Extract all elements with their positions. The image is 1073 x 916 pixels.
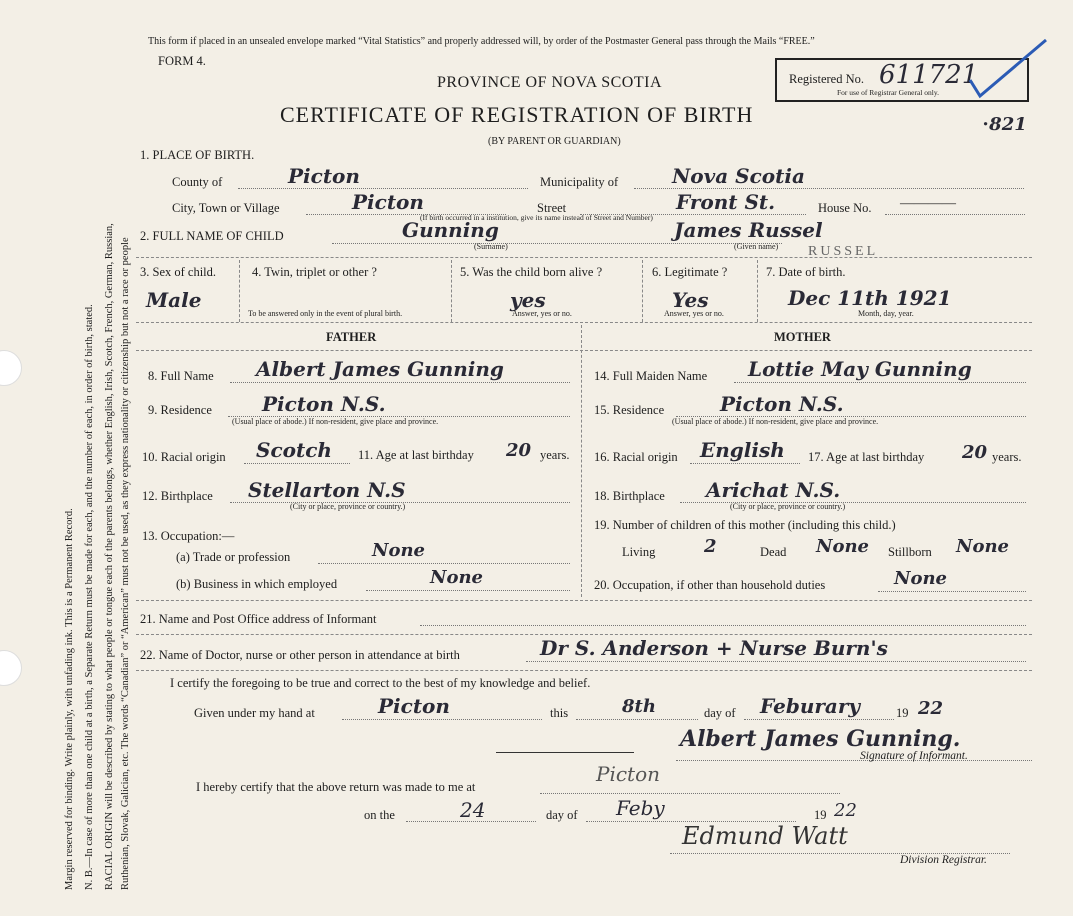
father-name-label: 8. Full Name (148, 369, 214, 383)
mother-racial-origin-label: 16. Racial origin (594, 450, 678, 464)
stillborn-label: Stillborn (888, 545, 932, 559)
registrar-use-note: For use of Registrar General only. (837, 88, 939, 97)
stillborn-value: None (956, 536, 1009, 557)
twin-note: To be answered only in the event of plural birth. (248, 309, 403, 318)
father-years-label: years. (540, 448, 570, 462)
father-occupation-label: 13. Occupation:— (142, 529, 235, 543)
registered-label: Registered No. (789, 72, 864, 86)
mother-age-label: 17. Age at last birthday (808, 450, 925, 464)
page-title: CERTIFICATE OF REGISTRATION OF BIRTH (280, 102, 754, 127)
mother-name: Lottie May Gunning (748, 357, 972, 381)
county-value: Picton (288, 164, 360, 188)
father-racial-origin: Scotch (256, 438, 332, 462)
informant-label: 21. Name and Post Office address of Informant (140, 612, 377, 626)
informant-signature-label: Signature of Informant. (860, 750, 968, 762)
registrar-day: 24 (460, 798, 486, 822)
informant-signature: Albert James Gunning. (680, 726, 961, 752)
street-note: (If birth occurred in a institution, give its name instead of Street and Number) (420, 213, 653, 222)
mother-years-label: years. (992, 450, 1022, 464)
doctor-value: Dr S. Anderson + Nurse Burn's (540, 636, 888, 660)
father-residence: Picton N.S. (262, 392, 386, 416)
born-alive-label: 5. Was the child born alive ? (460, 265, 603, 279)
registrar-on-label: on the (364, 808, 395, 822)
given-day: 8th (622, 696, 656, 717)
registrar-year: 22 (834, 800, 857, 821)
sex-label: 3. Sex of child. (140, 265, 217, 279)
child-given-name: James Russel (674, 218, 823, 242)
trade-label: (a) Trade or profession (176, 550, 291, 564)
mother-heading: MOTHER (774, 330, 831, 344)
mother-age: 20 (962, 442, 988, 463)
mother-residence-note: (Usual place of abode.) If non-resident, give place and province. (672, 417, 879, 426)
margin-note-racial-origin-cont: Ruthenian, Slovak, Galician, etc. The words “Canadian” or “American” must not be used, as they express nationality or citizenship but not a race or people (120, 237, 131, 890)
born-alive-value: yes (510, 288, 546, 312)
county-label: County of (172, 175, 223, 189)
father-trade: None (372, 540, 425, 561)
mother-occupation: None (894, 568, 947, 589)
city-label: City, Town or Village (172, 201, 280, 215)
father-birthplace: Stellarton N.S (248, 478, 406, 502)
father-name: Albert James Gunning (256, 357, 504, 381)
father-birthplace-label: 12. Birthplace (142, 489, 213, 503)
given-place: Picton (378, 694, 450, 718)
business-label: (b) Business in which employed (176, 577, 338, 591)
margin-note-multiple-birth: N. B.—In case of more than one child at a birth, a Separate Return must be made for each, and the number of each, in order of birth, stated. (84, 304, 95, 890)
registrar-certify: I hereby certify that the above return was made to me at (196, 780, 476, 794)
day-of-label: day of (704, 706, 736, 720)
registered-number: 611721 (879, 60, 979, 90)
given-year-prefix: 19 (896, 706, 909, 720)
father-heading: FATHER (326, 330, 377, 344)
city-value: Picton (352, 190, 424, 214)
birth-date-value: Dec 11th 1921 (788, 286, 952, 310)
registrar-month: Feby (616, 796, 665, 820)
mother-name-label: 14. Full Maiden Name (594, 369, 708, 383)
mother-racial-origin: English (700, 438, 785, 462)
house-label: House No. (818, 201, 872, 215)
mother-residence-label: 15. Residence (594, 403, 665, 417)
child-name-label: 2. FULL NAME OF CHILD (140, 229, 284, 243)
father-racial-origin-label: 10. Racial origin (142, 450, 226, 464)
province-heading: PROVINCE OF NOVA SCOTIA (437, 74, 663, 91)
father-age-label: 11. Age at last birthday (358, 448, 474, 462)
given-month: Feburary (760, 694, 861, 718)
dead-label: Dead (760, 545, 787, 559)
father-birthplace-note: (City or place, province or country.) (290, 502, 406, 511)
street-label: Street (537, 201, 567, 215)
given-name-note: (Given name) (734, 242, 779, 251)
margin-note-binding: Margin reserved for binding. Write plainly, with unfading ink. This is a Permanent Record. (64, 508, 75, 890)
check-mark-icon (960, 34, 1060, 104)
form-number: FORM 4. (158, 54, 206, 68)
correction-stamp: RUSSEL (808, 244, 879, 259)
certify-statement: I certify the foregoing to be true and correct to the best of my knowledge and belief. (170, 676, 591, 690)
place-of-birth-label: 1. PLACE OF BIRTH. (140, 148, 255, 162)
mail-notice: This form if placed in an unsealed envelope marked “Vital Statistics” and properly addressed will, by order of the Postmaster General pass through the Mails “FREE.” (148, 36, 815, 47)
father-residence-note: (Usual place of abode.) If non-resident, give place and province. (232, 417, 439, 426)
doctor-label: 22. Name of Doctor, nurse or other person in attendance at birth (140, 648, 460, 662)
birth-date-note: Month, day, year. (858, 309, 914, 318)
mother-birthplace: Arichat N.S. (706, 478, 841, 502)
mother-residence: Picton N.S. (720, 392, 844, 416)
born-alive-note: Answer, yes or no. (512, 309, 572, 318)
mother-birthplace-label: 18. Birthplace (594, 489, 665, 503)
given-under-label: Given under my hand at (194, 706, 315, 720)
municipality-label: Municipality of (540, 175, 619, 189)
living-value: 2 (704, 536, 717, 557)
margin-note-racial-origin: RACIAL ORIGIN will be described by stating to what people or tongue each of the parents belongs, whether English, Irish, Scotch, French, German, Russian, (104, 223, 115, 890)
page-subtitle: (BY PARENT OR GUARDIAN) (488, 136, 621, 147)
punch-hole-top (0, 350, 22, 386)
punch-hole-bottom (0, 650, 22, 686)
this-label: this (550, 706, 569, 720)
father-business: None (430, 567, 483, 588)
house-value: ———— (900, 196, 956, 211)
registrar-place: Picton (596, 762, 661, 786)
living-label: Living (622, 545, 656, 559)
legitimate-value: Yes (672, 288, 709, 312)
legitimate-label: 6. Legitimate ? (652, 265, 728, 279)
mother-birthplace-note: (City or place, province or country.) (730, 502, 846, 511)
mother-occupation-label: 20. Occupation, if other than household duties (594, 578, 826, 592)
registrar-signature-label: Division Registrar. (900, 854, 987, 866)
registrar-signature: Edmund Watt (682, 822, 848, 850)
legitimate-note: Answer, yes or no. (664, 309, 724, 318)
sex-value: Male (146, 288, 202, 312)
twin-label: 4. Twin, triplet or other ? (252, 265, 377, 279)
registrar-year-prefix: 19 (814, 808, 827, 822)
children-count-label: 19. Number of children of this mother (including this child.) (594, 518, 896, 532)
registrar-day-of-label: day of (546, 808, 578, 822)
municipality-value: Nova Scotia (672, 164, 805, 188)
surname-note: (Surname) (474, 242, 508, 251)
given-year: 22 (918, 698, 944, 719)
father-residence-label: 9. Residence (148, 403, 212, 417)
dead-value: None (816, 536, 869, 557)
father-age: 20 (506, 440, 532, 461)
street-value: Front St. (676, 190, 776, 214)
corner-mark: ⋅821 (982, 114, 1027, 135)
child-surname: Gunning (402, 218, 499, 242)
birth-date-label: 7. Date of birth. (766, 265, 846, 279)
